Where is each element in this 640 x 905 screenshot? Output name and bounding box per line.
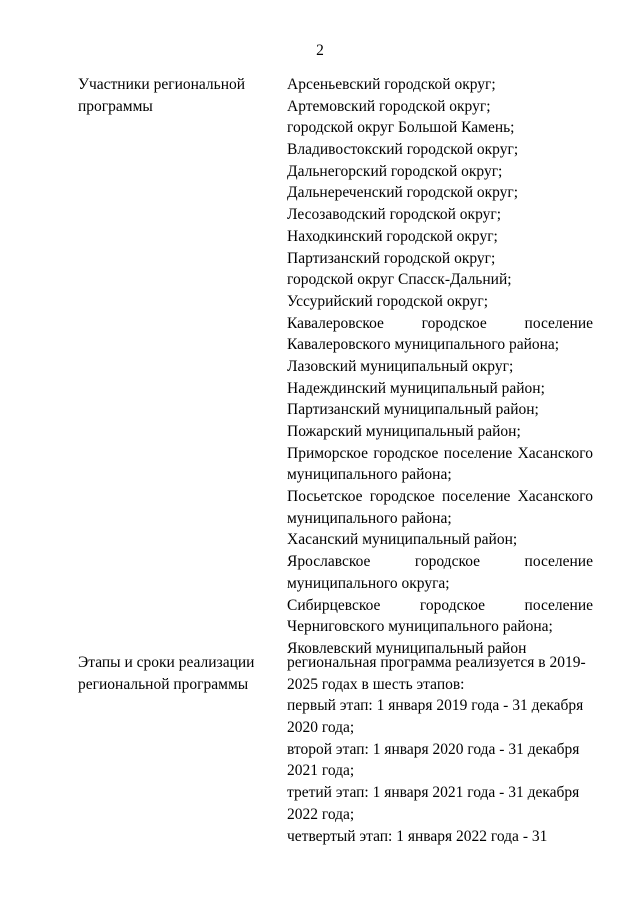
row-label bbox=[78, 74, 278, 117]
value-line: Кавалеровское городское поселение bbox=[287, 314, 593, 332]
value-line: муниципального района; bbox=[287, 466, 452, 484]
value-line: Находкинский городской округ; bbox=[287, 227, 498, 245]
label-line: программы bbox=[78, 97, 153, 115]
row-value bbox=[287, 652, 593, 847]
value-line: Дальнереченский городской округ; bbox=[287, 184, 519, 202]
value-line: Сибирцевское городское поселение bbox=[287, 596, 593, 614]
label-line: региональной программы bbox=[78, 675, 249, 693]
value-line: Посьетское городское поселение Хасанского bbox=[287, 488, 593, 506]
value-line: четвертый этап: 1 января 2022 года - 31 bbox=[287, 827, 548, 845]
value-line: 2022 года; bbox=[287, 805, 355, 823]
label-line: Участники региональной bbox=[78, 76, 246, 93]
value-line: Пожарский муниципальный район; bbox=[287, 423, 521, 440]
value-line: муниципального округа; bbox=[287, 574, 450, 592]
value-line: Арсеньевский городской округ; bbox=[287, 76, 496, 93]
value-line: третий этап: 1 января 2021 года - 31 декабря bbox=[287, 784, 580, 802]
value-line: Надеждинский муниципальный район; bbox=[287, 379, 545, 397]
page-number: 2 bbox=[316, 42, 324, 59]
row-value bbox=[287, 74, 593, 660]
value-line: Дальнегорский городской округ; bbox=[287, 162, 503, 180]
value-line: Яковлевский муниципальный район bbox=[287, 639, 527, 657]
value-line: Партизанский городской округ; bbox=[287, 249, 496, 267]
value-line: городской округ Большой Камень; bbox=[287, 119, 515, 137]
value-line: Приморское городское поселение Хасанского bbox=[287, 444, 593, 462]
value-line: Ярославское городское поселение bbox=[287, 553, 593, 571]
value-line: Лазовский муниципальный округ; bbox=[287, 357, 514, 375]
value-line: муниципального района; bbox=[287, 509, 452, 527]
value-line: Партизанский муниципальный район; bbox=[287, 401, 539, 419]
value-line: второй этап: 1 января 2020 года - 31 декабря bbox=[287, 740, 580, 758]
label-line: Этапы и сроки реализации bbox=[78, 654, 255, 671]
value-line: Владивостокский городской округ; bbox=[287, 141, 519, 159]
value-line: городской округ Спасск-Дальний; bbox=[287, 271, 512, 289]
value-line: Лесозаводский городской округ; bbox=[287, 206, 502, 224]
value-line: Артемовский городской округ; bbox=[287, 97, 491, 115]
row-label bbox=[78, 652, 278, 695]
value-line: Кавалеровского муниципального района; bbox=[287, 336, 560, 354]
value-line: 2021 года; bbox=[287, 762, 355, 780]
value-line: 2025 годах в шесть этапов: bbox=[287, 675, 465, 693]
value-line: Черниговского муниципального района; bbox=[287, 618, 553, 636]
value-line: Уссурийский городской округ; bbox=[287, 292, 489, 310]
value-line: Хасанский муниципальный район; bbox=[287, 531, 518, 549]
value-line: первый этап: 1 января 2019 года - 31 декабря bbox=[287, 697, 584, 715]
value-line: региональная программа реализуется в 2019- bbox=[287, 654, 586, 671]
value-line: 2020 года; bbox=[287, 719, 355, 737]
